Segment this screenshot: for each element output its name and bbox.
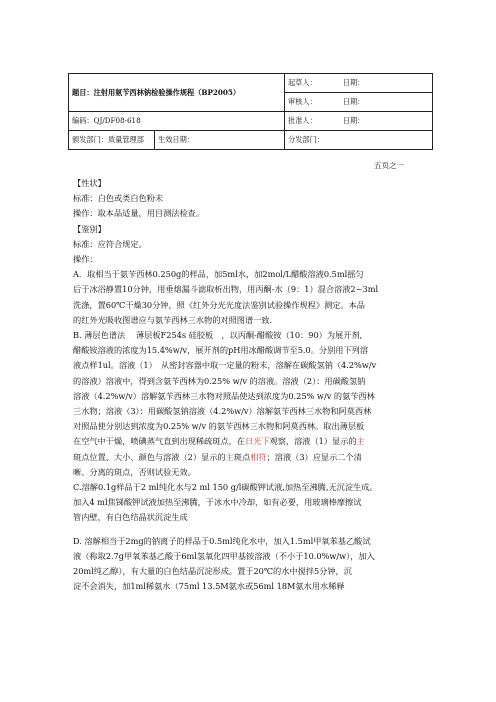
body-line: 20ml纯乙醇），有大量的白色结晶沉淀形成。置于20℃的水中搅拌5分钟，沉	[73, 566, 352, 577]
body-line: B. 薄层色谱法 薄层板F254s 硅胶板 ，以丙酮-醋酸铵（10：90）为展开剂,	[73, 330, 363, 341]
effective-date: 生效日期：	[155, 131, 285, 150]
body-line: 加入4 ml焦锑酸钾试液加热至沸腾，于冰水中冷却，如有必要，用玻璃棒摩擦试	[73, 497, 362, 508]
text-run: 斑点	[233, 451, 251, 462]
body-line: D. 溶解相当于2mg的钠离子的样品于0.5ml纯化水中，加入1.5ml甲氧苯基乙酸试	[73, 535, 371, 546]
text-run: 斑点位置、大小、颜色与溶液（2）显示的	[73, 451, 226, 462]
highlight-text: 主	[225, 451, 234, 462]
body-line: 操作：取本品适量，用目测法检查。	[73, 208, 205, 219]
text-run: 观察，溶液（1）显示的	[269, 436, 357, 447]
body-line: 三水物；溶液（3）：用碳酸氢钠溶液（4.2%w/v）溶解氨苄西林三水物和阿莫西林	[73, 406, 372, 417]
body-line: 的溶液）溶液中，得到含氨苄西林为0.25% w/v 的溶液。溶液（2）：用碳酸氢钠	[73, 375, 366, 386]
highlight-text: 相符	[250, 451, 267, 462]
body-line: 晰、分离的斑点，否则试验无效。	[73, 466, 196, 477]
body-line: 标准：应符合规定。	[73, 238, 147, 249]
body-line: 对照品使分别达到浓度为0.25% w/v 的氨苄西林三水物和阿莫西林。取出薄层板	[73, 421, 365, 432]
body-line: 淀不会消失，加1ml稀氨水（75ml 13.5M氨水或56ml 18M氨水用水稀释	[73, 581, 345, 592]
body-line: 管内壁，有白色结晶状沉淀生成	[73, 512, 188, 523]
paragraph-gap	[73, 526, 427, 534]
body-line: A．取相当于氨苄西林0.250g的样品，加5ml水，加2mol/L醋酸溶液0.5ml摇匀	[73, 269, 364, 280]
distribution-dept: 分发部门：	[285, 131, 433, 150]
body-line: 的红外光吸收图谱应与氨苄西林三水物的对照图谱一致.	[73, 314, 273, 325]
body-line: 洗涤，置60℃干燥30分钟，照《红外分光光度法鉴别试验操作规程》测定。本品	[73, 299, 365, 310]
body-line: 后于冰浴静置10分钟，用垂熔漏斗滤取析出物，用丙酮-水（9：1）混合溶液2~3ml	[73, 284, 379, 295]
reviewer-date-label: 日期：	[342, 97, 365, 106]
drafter-date-label: 日期：	[342, 78, 365, 87]
issuing-dept: 颁发部门：质量管理部	[69, 131, 155, 150]
approver-date-label: 日期：	[342, 116, 365, 125]
drafter-label: 起草人：	[288, 78, 317, 87]
document-title: 题目：注射用氨苄西林钠检验操作规程（BP2005）	[69, 74, 285, 112]
section-heading-identification: 【鉴别】	[73, 223, 106, 234]
page-number: 五页之一	[374, 161, 404, 170]
highlight-text: 日光下	[244, 436, 270, 447]
body-line: 操作：	[73, 254, 98, 265]
document-body	[73, 176, 427, 594]
section-heading-appearance: 【性状】	[73, 178, 106, 188]
body-line: 液（称取2.7g甲氧苯基乙酸于6ml氢氧化四甲基铵溶液（不小于10.0%w/w），加入	[73, 550, 375, 561]
reviewer-cell	[285, 93, 433, 112]
header-table	[68, 73, 433, 150]
approver-label: 批准人：	[288, 116, 317, 125]
highlight-text: 主	[356, 436, 365, 447]
text-run: ；溶液（3）应显示二个清	[266, 451, 362, 462]
body-line	[73, 450, 427, 465]
reviewer-label: 审核人：	[288, 97, 317, 106]
body-line: 溶液（4.2%w/v）溶解氨苄西林三水物对照品使达到浓度为0.25% w/v 的氨苄西林	[73, 390, 375, 401]
body-line: 液点样1ul。溶液（1） 从密封容器中取一定量的粉末，溶解在碳酸氢钠（4.2%w/v	[73, 360, 377, 371]
drafter-cell	[285, 74, 433, 93]
body-line	[73, 434, 427, 449]
body-line: 标准：白色或类白色粉末	[73, 193, 164, 204]
text-run: 在空气中干燥，喷碘蒸气直到出现稀疏斑点，在	[73, 436, 245, 447]
body-line: C.溶解0.1g样品于2 ml纯化水与2 ml 150 g/l碳酸钾试液,加热至沸腾,无沉淀生成。	[73, 482, 378, 493]
document-code: 编码：QJ/DF08·618	[69, 112, 285, 131]
approver-cell	[285, 112, 433, 131]
body-line: 醋酸铵溶液的浓度为15.4%w/v，展开剂的pH用冰醋酸调节至5.0。分别用下列溶	[73, 345, 369, 356]
